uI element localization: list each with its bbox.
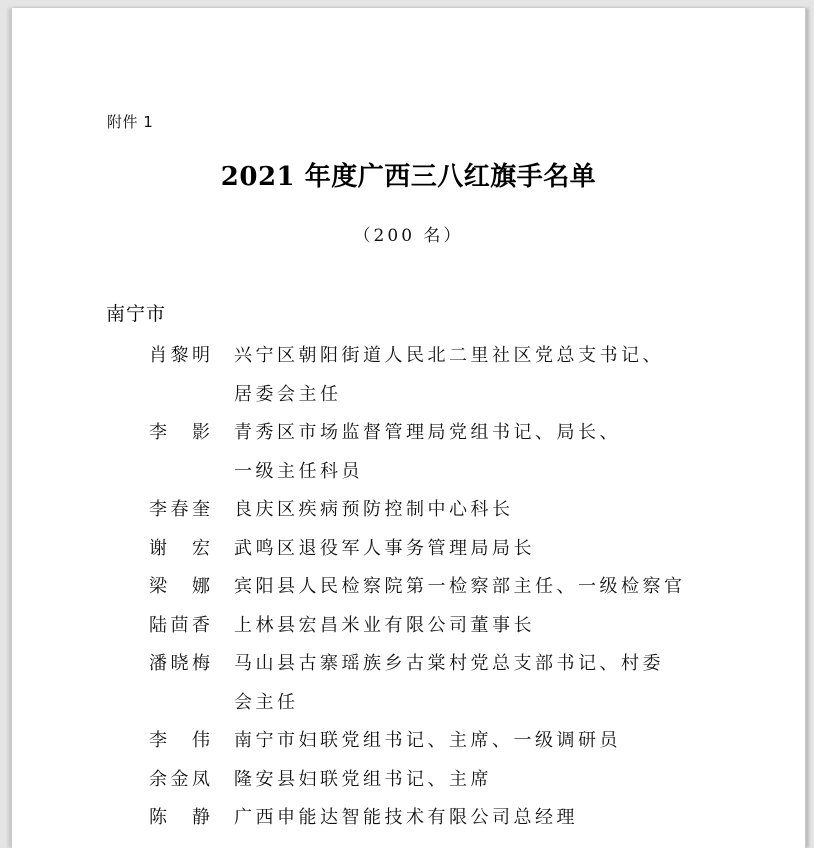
- list-item: [149, 491, 684, 530]
- position-line: 居委会主任: [234, 383, 342, 405]
- document-page: [11, 8, 806, 848]
- honoree-position: [234, 337, 684, 414]
- position-line: 上林县宏昌米业有限公司董事长: [234, 614, 535, 636]
- position-line: 广西申能达智能技术有限公司总经理: [234, 807, 578, 828]
- honoree-name: 谢 宏: [149, 537, 214, 559]
- list-item: [149, 530, 684, 569]
- honoree-position: [234, 568, 684, 607]
- honoree-position: [234, 414, 684, 491]
- position-line: 良庆区疾病预防控制中心科长: [234, 499, 514, 520]
- page-title: 2021 年度广西三八红旗手名单: [220, 162, 597, 192]
- position-line: 武鸣区退役军人事务管理局局长: [234, 537, 535, 559]
- position-line: 一级主任科员: [234, 460, 363, 482]
- honoree-position: [234, 799, 684, 838]
- position-line: 兴宁区朝阳街道人民北二里社区党总支书记、: [234, 345, 664, 366]
- list-item: [149, 607, 684, 646]
- position-line: 宾阳县人民检察院第一检察部主任、一级检察官: [234, 576, 686, 597]
- honoree-position: [234, 530, 684, 569]
- attachment-label: 附件 1: [107, 113, 154, 131]
- position-line: 隆安县妇联党组书记、主席: [234, 768, 492, 790]
- honoree-position: [234, 491, 684, 530]
- position-line: 青秀区市场监督管理局党组书记、局长、: [234, 422, 621, 443]
- honoree-name: 李春奎: [149, 499, 214, 520]
- position-line: 会主任: [234, 691, 299, 713]
- honoree-position: [234, 722, 684, 761]
- honoree-name: 李 影: [149, 422, 214, 443]
- honoree-position: [234, 607, 684, 646]
- honoree-name: 余金凤: [149, 768, 214, 790]
- honoree-name: 梁 娜: [149, 576, 214, 597]
- list-item: [149, 414, 684, 491]
- honoree-name: 潘晓梅: [149, 653, 214, 674]
- honoree-list: [149, 337, 684, 838]
- list-item: [149, 337, 684, 414]
- honoree-position: [234, 645, 684, 722]
- honoree-name: 肖黎明: [149, 345, 214, 366]
- list-item: [149, 568, 684, 607]
- page-subtitle: （200 名）: [353, 226, 464, 246]
- position-line: 马山县古寨瑶族乡古棠村党总支部书记、村委: [234, 653, 664, 674]
- honoree-name: 陈 静: [149, 807, 214, 828]
- position-line: 南宁市妇联党组书记、主席、一级调研员: [234, 730, 621, 751]
- list-item: [149, 799, 684, 838]
- honoree-position: [234, 761, 684, 800]
- section-heading-city: 南宁市: [106, 303, 167, 325]
- list-item: [149, 761, 684, 800]
- honoree-name: 陆茴香: [149, 614, 214, 636]
- list-item: [149, 722, 684, 761]
- honoree-name: 李 伟: [149, 730, 214, 751]
- list-item: [149, 645, 684, 722]
